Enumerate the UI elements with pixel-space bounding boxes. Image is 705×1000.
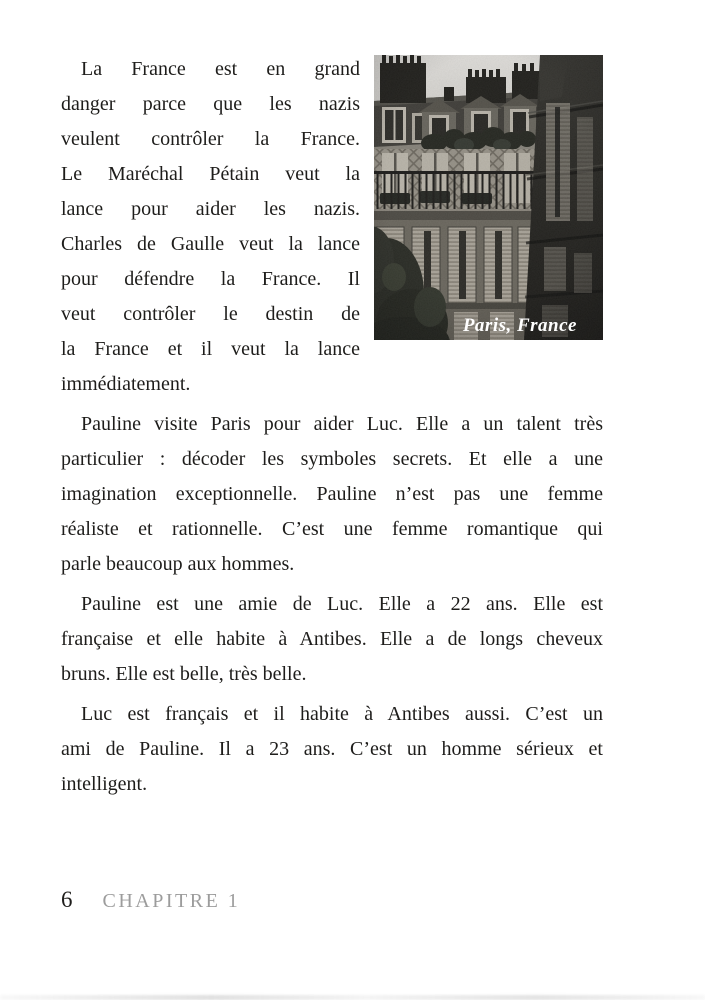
text-line: veulent contrôler la France. [61, 128, 360, 150]
paragraph-2 [61, 407, 603, 582]
text-line: Le Maréchal Pétain veut la [61, 163, 360, 185]
text-line: veut contrôler le destin de [61, 303, 360, 325]
scan-artifact [0, 995, 705, 1000]
text-line: lance pour aider les nazis. [61, 198, 360, 220]
photo-caption: Paris, France [462, 315, 577, 336]
text-line: française et elle habite à Antibes. Elle a de longs cheveux [61, 628, 603, 650]
paragraph-1 [61, 52, 360, 402]
text-line: La France est en grand [81, 58, 360, 80]
text-line: imagination exceptionnelle. Pauline n’est pas une femme [61, 483, 603, 505]
text-line: Charles de Gaulle veut la lance [61, 233, 360, 255]
page-number: 6 [61, 887, 73, 912]
body-text [61, 52, 603, 802]
text-line: danger parce que les nazis [61, 93, 360, 115]
chapter-label: CHAPITRE 1 [102, 890, 241, 912]
text-line: ami de Pauline. Il a 23 ans. C’est un homme sérieux et [61, 738, 603, 760]
paragraph-3 [61, 587, 603, 692]
text-line: Luc est français et il habite à Antibes aussi. C’est un [81, 703, 603, 725]
paragraph-4 [61, 697, 603, 802]
text-photo-row [61, 52, 603, 402]
text-line: pour défendre la France. Il [61, 268, 360, 290]
text-line: Pauline visite Paris pour aider Luc. Elle a un talent très [81, 413, 603, 435]
page-footer [61, 887, 240, 913]
text-line: Pauline est une amie de Luc. Elle a 22 ans. Elle est [81, 593, 603, 615]
paris-photo [374, 55, 603, 340]
text-line: bruns. Elle est belle, très belle. [61, 663, 307, 685]
text-line: réaliste et rationnelle. C’est une femme romantique qui [61, 518, 603, 540]
text-line: intelligent. [61, 773, 148, 795]
text-line: parle beaucoup aux hommes. [61, 553, 295, 575]
text-line: particulier : décoder les symboles secrets. Et elle a une [61, 448, 603, 470]
text-line: la France et il veut la lance [61, 338, 360, 360]
text-line: immédiatement. [61, 373, 191, 395]
